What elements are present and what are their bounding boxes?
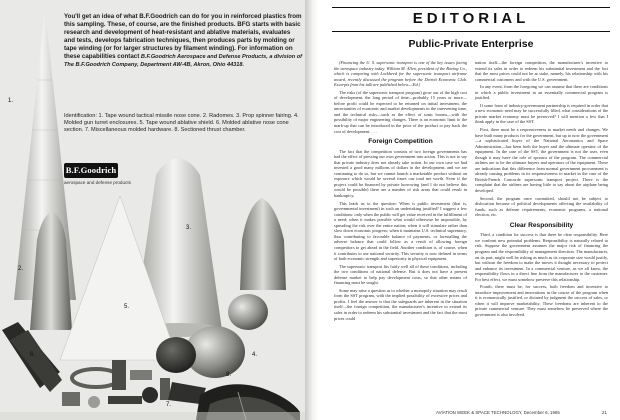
editorial-column-2 (475, 60, 608, 320)
paragraph: nation itself—the foreign competition, the manufacturer's incentive to extend its sales in order to redeem his substantial investment and the fact that the most prices could not be at stake, namely, his relationship with his commercial customers and with the U.S. government. (475, 60, 608, 82)
item-number-7: 7. (166, 402, 172, 408)
folio-publication: AVIATION WEEK & SPACE TECHNOLOGY, December 6, 1965 (436, 410, 560, 415)
section-heading-clear-responsibility: Clear Responsibility (509, 221, 574, 229)
item-number-4: 4. (252, 352, 258, 358)
paragraph: The supersonic transport fits fairly well all of these conditions, including the two conditions of national defense. But it does not have a present defense market to help pay development costs, so that other means of financing must be sought. (334, 263, 467, 286)
section-heading-foreign-competition: Foreign Competition (368, 138, 433, 146)
ad-lead-text: You'll get an idea of what B.F.Goodrich can do for you in reinforced plastics from this sampling. These, of course, are the finished products. BFG starts with basic research and development of heat-resistant and ablative materials, evaluates and tests, develops fabrication techniques, then produces parts by molding or tape winding (or for larger structures by filament winding). For information on these capabilities contact (64, 13, 302, 61)
editorial-intro: (Financing the U. S. supersonic transport is one of the key issues facing the aerospace industry today. William M. Allen, president of the Boeing Co., which is competing with Lockheed for the supersonic transport airframe award, recently discussed the program before the Detroit Economic Club. Excerpts from his talk are published below.—Ed.) (334, 60, 467, 88)
ad-copy (64, 13, 302, 69)
paragraph: Fourth, there must be, for success, both freedom and incentive to introduce improvement and innovations in the course of the program when it is economically justified, or dictated by judgment the success of sales, or when it will improve marketability. These freedoms are inherent to the private commercial venture. They must somehow be preserved where the government is also involved. (475, 284, 608, 317)
paragraph: The risks (of the supersonic transport program) grow out of the high cost of development, the long period of time—probably 15 years or more—before profit could be expected to be returned on initial investment, the uncertainties of economic and market developments in the intervening time, and the technical risks—such as the effect of sonic booms—with the possibility of major engineering changes. There is an economic limit to the mark-up that can be introduced in the price of the product to pay back the cost of development. . . . (334, 89, 467, 134)
paragraph: Second, the program once committed, should not be subject to dislocation because of political developments affecting the availability of funds, such as defense requirements, economic programs, a national election, etc. (475, 195, 608, 218)
page-gutter (305, 0, 318, 420)
paragraph: Some may raise a question as to whether a monopoly situation may result from the SST program, with the implied possibility of excessive prices and profits. I feel the answer is that the safeguards are inherent in the situation itself—the foreign competition, the manufacturer's incentive to extend its sales in order to redeem his substantial investment and the fact that the most prices could (334, 287, 467, 321)
item-number-2: 2. (18, 266, 24, 272)
header-rule-top (332, 7, 610, 8)
paragraph: If some form of industry-government partnership is required in order that a new economic need may be successfully filled, what considerations of the private market economy must be preserved? I will mention a few that I think apply in the case of the SST. (475, 102, 608, 125)
item-number-6: 6. (30, 352, 36, 358)
advertisement-page (0, 0, 305, 420)
folio-page-number: 21 (602, 410, 607, 415)
item-number-5: 5. (124, 304, 130, 310)
editorial-title: Public-Private Enterprise (408, 38, 534, 50)
paragraph: This leads us to the question: When is public investment (that is, governmental investment) in such an undertaking justified? I suggest a few conditions: only when the public will get value received in the fulfillment of a need; when it makes possible what would otherwise be impossible, by spreading the risk over the entire nation; when it will stimulate rather than slow down economic progress; when it maintains U.S. technical supremacy, thus contributing to favorable balance of payments, or forestalling the adverse balance that could follow as a result of allowing foreign competitors to get ahead in the field. Another condition is, of course, when it contributes to our national security. This security is now defined in terms of both economic strength and superiority in physical equipment. (334, 200, 467, 262)
turret-dome-2 (228, 294, 268, 330)
spinner-fairing (240, 198, 286, 290)
item-number-8: 8. (226, 372, 232, 378)
editorial-column-1 (334, 60, 467, 323)
paragraph: The fact that the competition consists of two foreign governments has had the effect of pressing our own government into action. This is not to say that private industry does not already take action. In our own case we had invested a good many millions of dollars in the development, and we are continuing to do so, but we cannot launch a marketable product without an exposure which would be several times our total net worth. Even if the project could be financed by private borrowing (and I do not believe this would be possible) there are a number of risk areas that could result in bankruptcy. (334, 148, 467, 199)
paragraph: First, there must be a responsiveness to market needs and changes. We have built many products for the government, but up to now the government—a sophisticated buyer of the National Aeronautics and Space Administration—has been both the buyer and the ultimate operator of the equipment. In the case of the SST, the government is not the user, even though it may have the role of sponsor of the program. The commercial airlines are to be the ultimate buyers and operators of the equipment. These are indications that this difference from normal government procurement is already causing problems in its responsiveness to market in the case of the British-French Concorde supersonic transport project. There is the complaint that the airlines are having little to say about the airplane being developed. (475, 127, 608, 194)
editorial-page (318, 0, 620, 420)
bfgoodrich-logo: B.F.Goodrich (64, 163, 118, 178)
ad-identification: Identification: 1. Tape wound tactical missile nose cone. 2. Radomes. 3. Prop spinner fairing. 4. Molded gun turret enclosures. 5. Tape wound ablative shield. 6. Molded ablative nose cone section. 7. Miscellaneous molded hardware. 8. Sectioned thrust chamber. (64, 113, 299, 134)
ad-contact-text: B.F.Goodrich Aerospace and Defense Products, a division of The B.F.Goodrich Company, Department AW-4B, Akron, Ohio 44318. (64, 54, 302, 68)
item-number-3: 3. (186, 225, 192, 231)
header-rule-bottom (332, 31, 610, 32)
item-number-1: 1. (8, 98, 14, 104)
editorial-header: EDITORIAL (412, 10, 530, 27)
paragraph: Third, a condition for success is that there be clear responsibility. Here we confront new potential problems. Responsibility is naturally related to risk. Suppose the government assumes the major risk of financing the program and the responsibility of management direction. The manufacturer, on its part, might well be risking as much as its corporate size would justify, but without the freedom to make the moves it thought necessary to protect and enhance its investment. In a commercial venture, as we all know, the responsibility flows in a direct line from the manufacturer to the customer. For best effect, we must somehow preserve this relationship. (475, 232, 608, 282)
logo-tagline: aerospace and defense products (64, 180, 131, 185)
paragraph: In any event, from the foregoing we can assume that there are conditions in which a public investment in an essentially commercial program is justified. (475, 84, 608, 101)
